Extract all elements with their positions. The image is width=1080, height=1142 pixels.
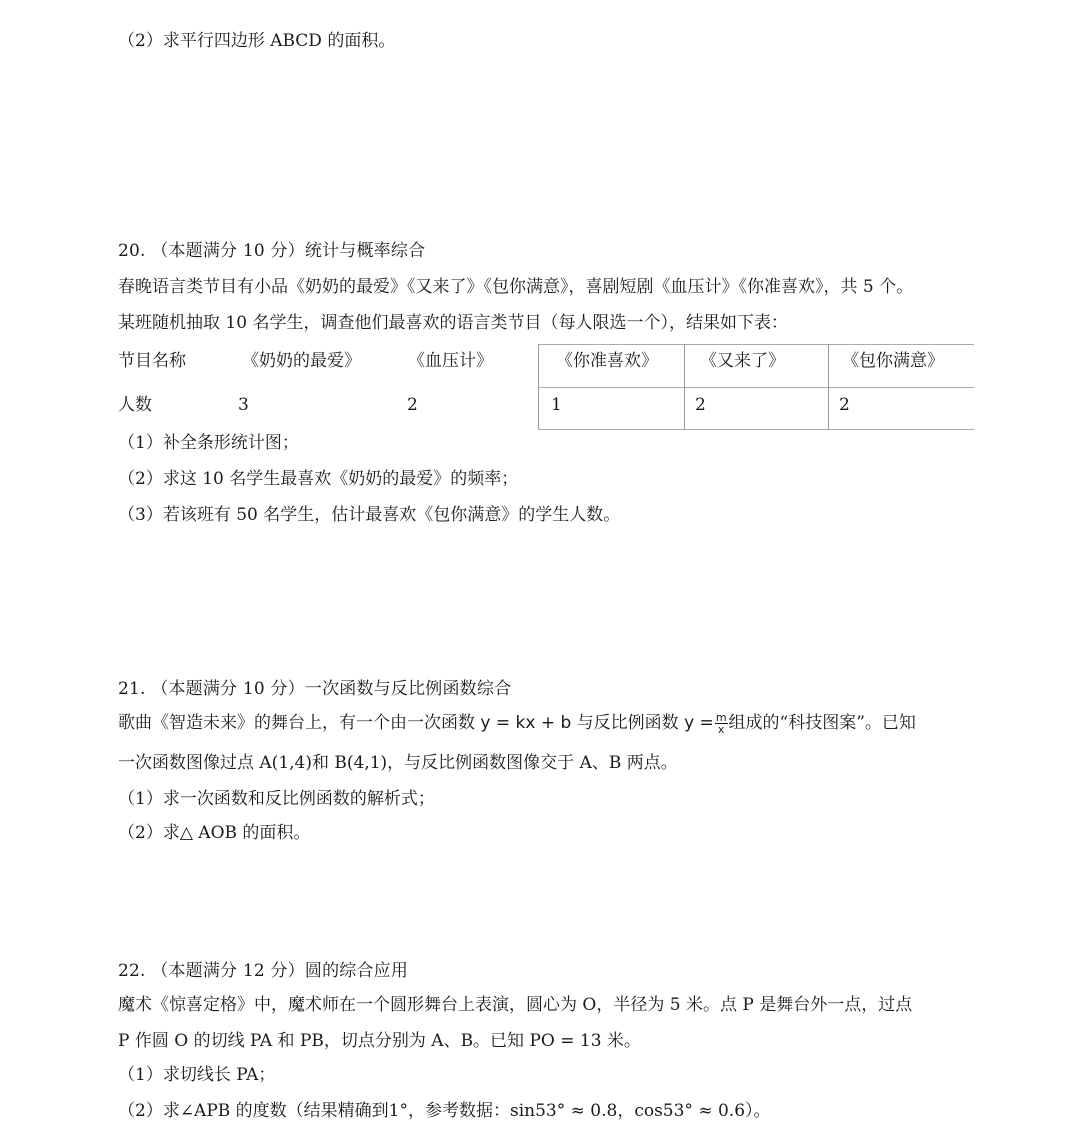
q22-header: 22. （本题满分 12 分）圆的综合应用 [118,961,409,981]
table-top-border [538,344,974,345]
table-bottom-border [538,429,974,430]
q20-header: 20. （本题满分 10 分）统计与概率综合 [118,241,426,261]
m-over-x-fraction [715,712,728,735]
table-header-program-2: 《血压计》 [408,351,493,371]
q20-survey-table [118,344,974,430]
inverse-function-lhs: y = [684,713,714,733]
q21-part1: （1）求一次函数和反比例函数的解析式； [118,789,435,809]
q21-stem-line1 [118,712,916,735]
q21-part2: （2）求△ AOB 的面积。 [118,823,311,843]
table-row-label-count: 人数 [118,395,152,415]
q19-part2: （2）求平行四边形 ABCD 的面积。 [118,31,396,51]
table-header-program-5: 《包你满意》 [842,351,944,371]
linear-function-equation: y = kx + b [480,713,572,733]
q21-stem-text-b: 与反比例函数 [576,713,679,733]
table-cell-count-4: 2 [695,395,706,415]
q22-part2: （2）求∠APB 的度数（结果精确到1°，参考数据：sin53° ≈ 0.8，cos53° ≈ 0.6）。 [118,1101,771,1121]
table-cell-count-5: 2 [839,395,850,415]
q20-part2: （2）求这 10 名学生最喜欢《奶奶的最爱》的频率； [118,469,519,489]
table-cell-count-2: 2 [407,395,418,415]
q20-stem-line1: 春晚语言类节目有小品《奶奶的最爱》《又来了》《包你满意》，喜剧短剧《血压计》《你准喜欢》，共 5 个。 [118,277,914,297]
table-header-program-4: 《又来了》 [700,351,785,371]
q21-stem-line2: 一次函数图像过点 A(1,4)和 B(4,1)，与反比例函数图像交于 A、B 两点。 [118,753,678,773]
fraction-denominator: x [717,723,725,736]
table-cell-count-1: 3 [238,395,249,415]
table-header-program-3: 《你准喜欢》 [556,351,658,371]
q21-header: 21. （本题满分 10 分）一次函数与反比例函数综合 [118,679,512,699]
q21-stem-text-a: 歌曲《智造未来》的舞台上，有一个由一次函数 [118,713,475,733]
table-row-divider [538,387,974,388]
q20-part3: （3）若该班有 50 名学生，估计最喜欢《包你满意》的学生人数。 [118,505,621,525]
fraction-numerator: m [715,711,727,724]
q21-stem-text-c: 组成的“科技图案”。已知 [728,713,916,733]
q20-part1: （1）补全条形统计图； [118,433,299,453]
table-row-label-program: 节目名称 [118,351,186,371]
q22-stem-line2: P 作圆 O 的切线 PA 和 PB，切点分别为 A、B。已知 PO = 13 米。 [118,1031,641,1051]
q22-part1: （1）求切线长 PA； [118,1065,276,1085]
table-header-program-1: 《奶奶的最爱》 [242,351,361,371]
table-cell-count-3: 1 [551,395,562,415]
q22-stem-line1: 魔术《惊喜定格》中，魔术师在一个圆形舞台上表演，圆心为 O，半径为 5 米。点 P 是舞台外一点，过点 [118,995,913,1015]
q20-stem-line2: 某班随机抽取 10 名学生，调查他们最喜欢的语言类节目（每人限选一个），结果如下表： [118,313,788,333]
